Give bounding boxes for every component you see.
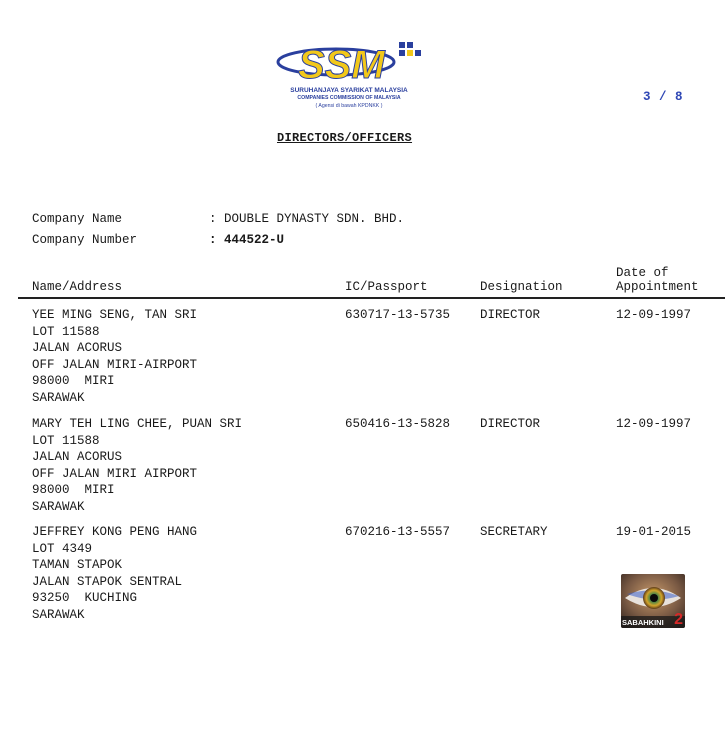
address-line: TAMAN STAPOK [32,558,123,572]
svg-text:SSM: SSM [298,43,385,87]
designation-cell: SECRETARY [480,525,548,539]
logo-line-1: SURUHANJAYA SYARIKAT MALAYSIA [290,87,408,94]
col-header-designation: Designation [480,280,563,294]
page-indicator: 3 / 8 [643,90,684,104]
address-line: JALAN ACORUS [32,341,123,355]
col-header-name-address: Name/Address [32,280,123,294]
company-name-label: Company Name [32,212,123,226]
ic-passport-cell: 670216-13-5557 [345,525,451,539]
designation-cell: DIRECTOR [480,308,541,322]
table-row [0,524,725,632]
ic-passport-cell: 650416-13-5828 [345,417,451,431]
appointment-date-cell: 12-09-1997 [616,417,692,431]
appointment-date-cell: 12-09-1997 [616,308,692,322]
ssm-logo-mark [274,38,424,88]
logo-line-3: ( Agensi di bawah KPDNKK ) [315,103,383,109]
address-line: 93250 KUCHING [32,591,138,605]
ssm-logo [274,38,424,112]
table-row [0,307,725,415]
col-header-date-line2: Appointment [616,280,699,294]
col-header-date-line1: Date of [616,266,669,280]
logo-line-2: COMPANIES COMMISSION OF MALAYSIA [297,95,401,101]
company-number-label: Company Number [32,233,138,247]
table-row [0,416,725,524]
appointment-date-cell: 19-01-2015 [616,525,692,539]
company-name-value: : DOUBLE DYNASTY SDN. BHD. [209,212,405,226]
designation-cell: DIRECTOR [480,417,541,431]
sabahkini-watermark [621,574,685,628]
address-line: LOT 4349 [32,541,93,556]
address-line: SARAWAK [32,607,85,622]
col-header-ic-passport: IC/Passport [345,280,428,294]
name-address-cell [32,416,242,515]
address-line: JALAN ACORUS [32,450,123,464]
address-line: SARAWAK [32,390,85,405]
person-name: JEFFREY KONG PENG HANG [32,525,198,539]
address-line: JALAN STAPOK SENTRAL [32,574,183,589]
address-line: SARAWAK [32,499,85,514]
address-line: LOT 11588 [32,324,100,339]
person-name: YEE MING SENG, TAN SRI [32,308,198,322]
address-line: 98000 MIRI [32,374,115,388]
address-line: OFF JALAN MIRI-AIRPORT [32,357,198,372]
watermark-number: 2 [674,611,683,628]
watermark-label: SABAHKINI [622,618,664,627]
section-title: DIRECTORS/OFFICERS [277,131,413,145]
address-line: 98000 MIRI [32,483,115,497]
ic-passport-cell: 630717-13-5735 [345,308,451,322]
company-number-value: : 444522-U [209,233,285,247]
name-address-cell [32,307,197,406]
address-line: LOT 11588 [32,433,100,448]
name-address-cell [32,524,197,623]
address-line: OFF JALAN MIRI AIRPORT [32,466,198,481]
person-name: MARY TEH LING CHEE, PUAN SRI [32,417,243,431]
header-rule [18,297,725,299]
